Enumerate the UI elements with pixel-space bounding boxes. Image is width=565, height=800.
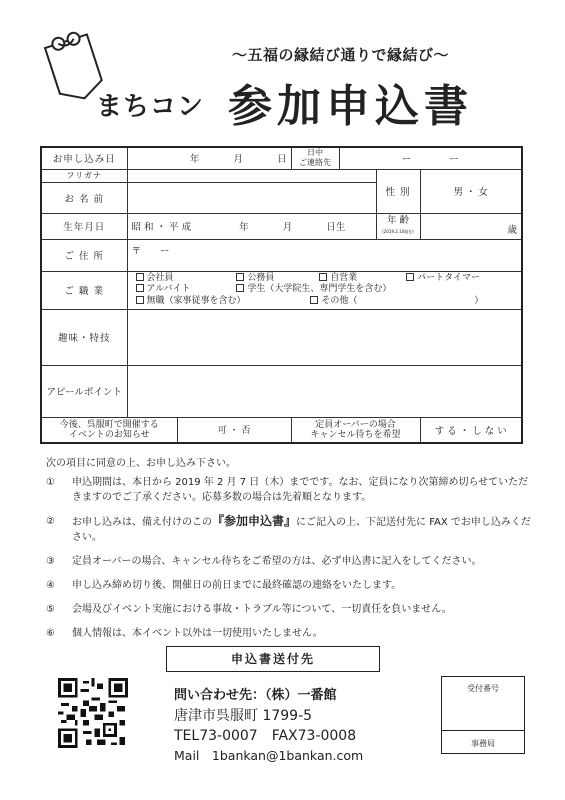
birth-year-unit: 年 xyxy=(239,222,249,233)
option-label: アルバイト xyxy=(146,284,191,295)
occupation-label: ご 職 業 xyxy=(41,271,127,309)
occupation-option[interactable] xyxy=(236,284,391,296)
name-label: お 名 前 xyxy=(41,182,127,213)
checkbox[interactable] xyxy=(236,284,244,292)
event-notice-label-line: 今後、呉服町で開催する xyxy=(59,419,159,430)
date-day-unit: 日 xyxy=(276,154,287,166)
occupation-option[interactable] xyxy=(236,273,306,285)
date-month-unit: 月 xyxy=(233,154,243,166)
gender-label: 性 別 xyxy=(376,169,420,213)
address-label: ご 住 所 xyxy=(41,239,127,271)
note-item xyxy=(46,578,536,593)
notes-intro: 次の項目に同意の上、お申し込み下さい。 xyxy=(46,458,236,469)
occupation-option[interactable] xyxy=(136,296,298,308)
option-label: パートタイマー xyxy=(417,272,480,283)
occupation-option[interactable] xyxy=(310,296,483,308)
occupation-options xyxy=(127,271,522,309)
name-field[interactable] xyxy=(127,182,376,213)
note-item xyxy=(46,514,536,545)
row-appeal xyxy=(41,365,522,417)
checkbox[interactable] xyxy=(136,296,144,304)
occupation-option[interactable] xyxy=(136,273,224,285)
note-item xyxy=(46,602,536,617)
row-address xyxy=(41,239,522,271)
inquiry-text: 問い合わせ先：（株）一番館 xyxy=(174,688,337,703)
note-item xyxy=(46,626,536,641)
note-text: 申し込み締め切り後、開催日の前日までに最終確認の連絡をいたします。 xyxy=(72,580,402,591)
overflow-label-line: 定員オーバーの場合 xyxy=(315,419,396,430)
row-options xyxy=(41,417,522,443)
note-number: ② xyxy=(46,516,55,527)
tel-fax-text: TEL73-0007 FAX73-0008 xyxy=(174,728,357,744)
options-subtable xyxy=(42,418,291,442)
birth-day-unit: 日生 xyxy=(326,222,346,233)
note-item xyxy=(46,554,536,569)
mail-text: Mail 1bankan@1bankan.com xyxy=(174,748,364,763)
occupation-option[interactable] xyxy=(319,273,393,285)
appeal-field[interactable] xyxy=(127,365,522,417)
event-notice-options[interactable]: 可 ・ 否 xyxy=(217,426,251,436)
note-number: ⑥ xyxy=(46,628,55,639)
event-name: まちコン xyxy=(96,92,205,122)
daytime-contact-field[interactable]: ー ー xyxy=(339,147,522,169)
note-number: ⑤ xyxy=(46,604,55,615)
application-form xyxy=(40,146,523,444)
office-use-box xyxy=(441,676,525,754)
checkbox[interactable] xyxy=(136,273,144,281)
note-text-part: にご記入の上、下記送付先に FAX でお申し込みください。 xyxy=(72,517,531,543)
options-row-cell xyxy=(41,417,291,443)
checkbox[interactable] xyxy=(136,284,144,292)
note-text: 申込期間は、本日から 2019 年 2 月 7 日（木）までです。なお、定員になり次第締め切らせていただきますのでご了承ください。応募多数の場合は先着順となります。 xyxy=(72,477,529,503)
row-birthdate xyxy=(41,213,522,239)
note-text-part: お申し込みは、備え付けのこの xyxy=(72,517,212,528)
occupation-option[interactable] xyxy=(406,273,480,285)
daytime-contact-label xyxy=(291,147,339,169)
hobby-label: 趣味・特技 xyxy=(41,309,127,365)
subtitle: 〜五福の縁結び通りで縁結び〜 xyxy=(232,46,450,64)
option-label: 自営業 xyxy=(330,272,358,283)
option-label: 会社員 xyxy=(146,272,174,283)
age-label-cell xyxy=(376,213,420,239)
note-text: 個人情報は、本イベント以外は一切使用いたしません。 xyxy=(72,628,323,639)
option-label: 無職（家事従事を含む） xyxy=(146,295,246,306)
gender-options[interactable]: 男 ・ 女 xyxy=(420,169,522,213)
row-occupation xyxy=(41,271,522,309)
note-number: ① xyxy=(46,477,55,488)
birth-month-unit: 月 xyxy=(282,222,293,233)
checkbox[interactable] xyxy=(310,296,318,304)
overflow-options[interactable]: す る ・ し な い xyxy=(420,417,522,443)
row-furigana xyxy=(41,169,522,182)
row-hobby xyxy=(41,309,522,365)
note-text: 定員オーバーの場合、キャンセル待ちをご希望の方は、必ず申込書に記入をしてください。 xyxy=(72,556,482,567)
age-field[interactable]: 歳 xyxy=(420,213,522,239)
row-apply-date xyxy=(41,147,522,169)
option-label: その他（ ） xyxy=(321,295,484,306)
option-label: 公務員 xyxy=(247,272,275,283)
event-notice-label-line: イベントのお知らせ xyxy=(68,429,150,440)
apply-date-field[interactable] xyxy=(127,147,291,169)
page-title: 参加申込書 xyxy=(228,81,473,132)
overflow-label xyxy=(291,417,420,443)
age-note: (2019.2.10現在) xyxy=(382,229,414,234)
furigana-field[interactable] xyxy=(127,169,376,182)
send-to-heading: 申込書送付先 xyxy=(166,646,380,672)
occupation-option[interactable] xyxy=(136,284,224,296)
checkbox[interactable] xyxy=(406,273,414,281)
appeal-label: アピールポイント xyxy=(41,365,127,417)
event-notice-label xyxy=(42,418,177,442)
birthdate-label: 生年月日 xyxy=(41,213,127,239)
birthdate-field[interactable] xyxy=(127,213,376,239)
checkbox[interactable] xyxy=(319,273,327,281)
contact-label: ご連絡先 xyxy=(299,158,331,168)
apply-date-label: お申し込み日 xyxy=(41,147,127,169)
note-text xyxy=(72,514,536,545)
option-label: 学生（大学院生、専門学生を含む） xyxy=(247,284,392,295)
note-number: ④ xyxy=(46,580,55,591)
contact-info xyxy=(174,686,363,766)
notes-list xyxy=(46,475,536,650)
overflow-label-line: キャンセル待ちを希望 xyxy=(310,429,401,440)
furigana-label: フリガナ xyxy=(41,169,127,182)
checkbox[interactable] xyxy=(236,273,244,281)
daytime-label: 日中 xyxy=(307,148,323,158)
office-label: 事務局 xyxy=(471,739,495,748)
address-field[interactable]: 〒 ー xyxy=(127,239,522,271)
date-year-unit: 年 xyxy=(189,154,200,166)
note-item xyxy=(46,475,536,505)
age-label: 年 齢 xyxy=(386,215,410,226)
note-text: 会場及びイベント実施における事故・トラブル等について、一切責任を負いません。 xyxy=(72,604,452,615)
hobby-field[interactable] xyxy=(127,309,522,365)
address-text: 唐津市呉服町 1799-5 xyxy=(174,708,313,724)
era-options: 昭 和 ・ 平 成 xyxy=(131,222,192,233)
receipt-number-label: 受付番号 xyxy=(442,677,524,731)
note-highlight: 『参加申込書』 xyxy=(212,514,297,528)
note-number: ③ xyxy=(46,556,55,567)
qr-code-icon[interactable] xyxy=(58,678,128,748)
